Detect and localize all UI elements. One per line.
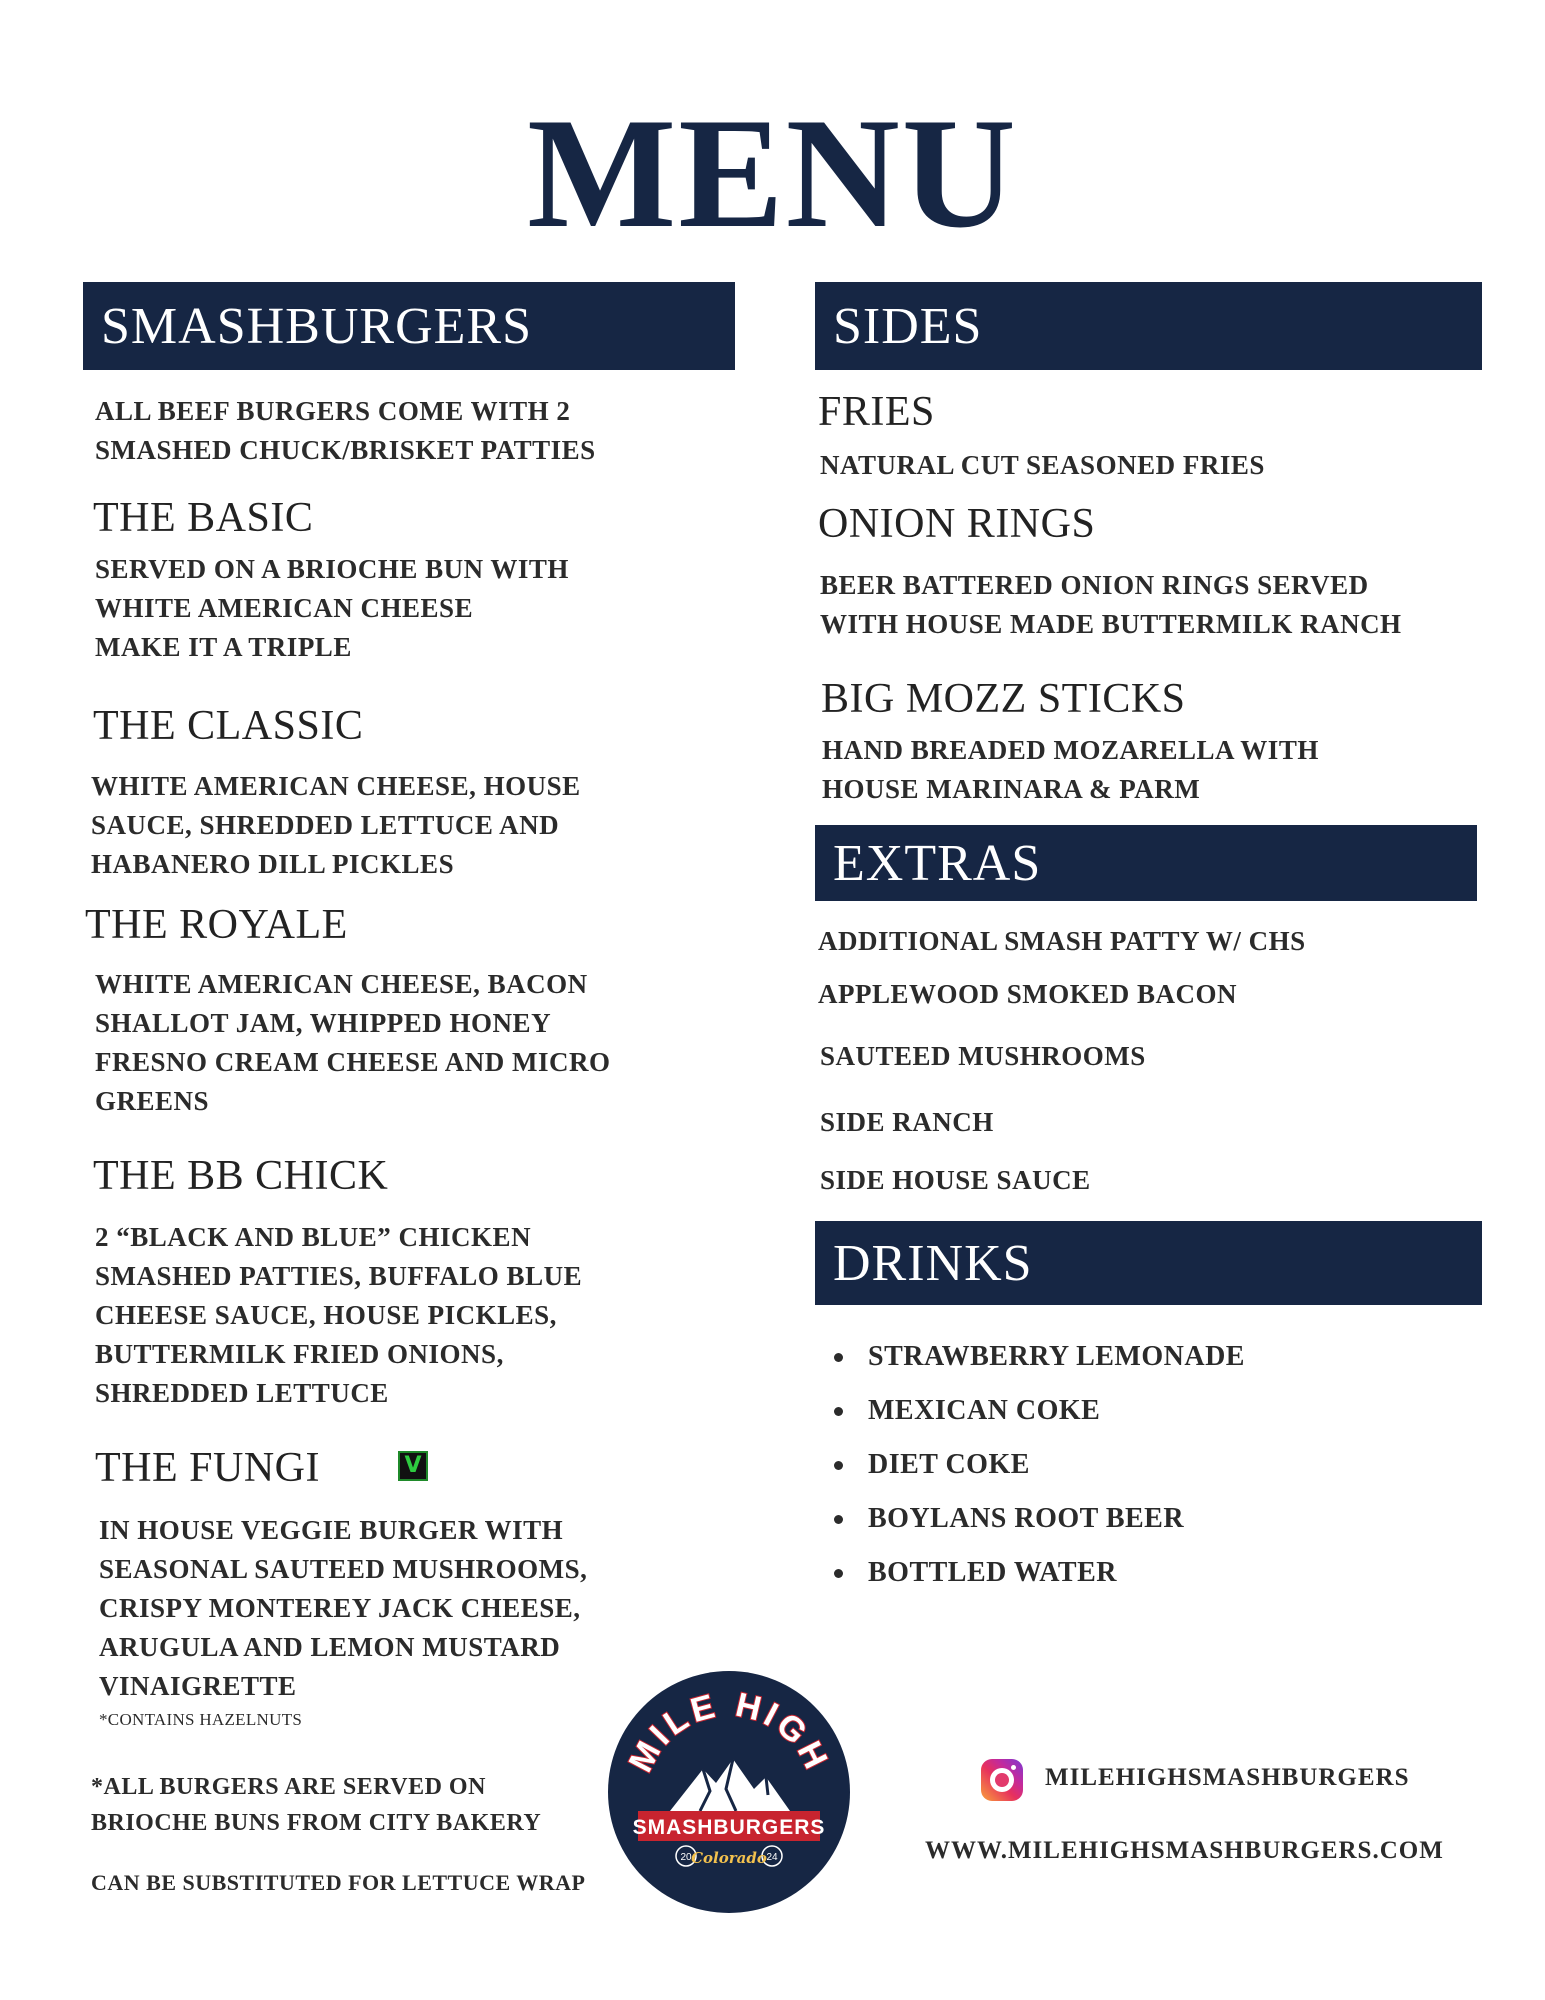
instagram-icon[interactable] <box>981 1759 1023 1801</box>
section-heading: DRINKS <box>833 1234 1033 1292</box>
desc-line: WHITE AMERICAN CHEESE <box>95 593 474 623</box>
menu-title: MENU <box>527 86 1018 261</box>
desc-line: SEASONAL SAUTEED MUSHROOMS, <box>99 1554 588 1584</box>
extra-item: ADDITIONAL SMASH PATTY W/ CHS <box>818 926 1306 956</box>
item-desc-onion-rings <box>820 566 1402 644</box>
lettuce-wrap-note: CAN BE SUBSTITUTED FOR LETTUCE WRAP <box>91 1870 586 1895</box>
desc-line: WHITE AMERICAN CHEESE, BACON <box>95 969 588 999</box>
item-desc-the-fungi <box>99 1511 587 1706</box>
instagram-dot <box>1011 1765 1016 1770</box>
desc-line: NATURAL CUT SEASONED FRIES <box>820 450 1265 480</box>
logo-year-left: 20 <box>680 1852 692 1863</box>
allergen-note: *CONTAINS HAZELNUTS <box>99 1710 303 1729</box>
item-name-the-classic: THE CLASSIC <box>93 703 364 749</box>
item-name-fries: FRIES <box>818 389 935 435</box>
item-name-the-royale: THE ROYALE <box>85 902 348 948</box>
section-header-sides <box>815 282 1482 370</box>
item-name-the-bb-chick: THE BB CHICK <box>93 1153 389 1199</box>
desc-line: SAUCE, SHREDDED LETTUCE AND <box>91 810 560 840</box>
bullet-icon <box>834 1461 843 1470</box>
item-desc-the-basic <box>95 550 569 667</box>
list-item <box>818 1546 1438 1600</box>
drink-name: BOYLANS ROOT BEER <box>868 1503 1185 1534</box>
vegetarian-icon: V <box>398 1451 428 1481</box>
extra-item: SAUTEED MUSHROOMS <box>820 1041 1146 1071</box>
section-heading: EXTRAS <box>833 834 1042 892</box>
section-heading: SIDES <box>833 297 983 355</box>
extra-item: APPLEWOOD SMOKED BACON <box>818 979 1238 1009</box>
bun-footnote <box>91 1769 541 1841</box>
desc-line: HOUSE MARINARA & PARM <box>822 774 1201 804</box>
list-item <box>818 1438 1438 1492</box>
website-link[interactable]: WWW.MILEHIGHSMASHBURGERS.COM <box>925 1837 1444 1864</box>
drink-name: BOTTLED WATER <box>868 1557 1117 1588</box>
drink-name: MEXICAN COKE <box>868 1395 1101 1426</box>
item-name-the-basic: THE BASIC <box>93 495 314 541</box>
item-desc-fries <box>820 446 1265 485</box>
intro-line: SMASHED CHUCK/BRISKET PATTIES <box>95 435 596 465</box>
logo-year-right: 24 <box>766 1852 778 1863</box>
item-desc-the-classic <box>91 767 581 884</box>
brand-logo <box>608 1671 850 1913</box>
list-item <box>818 1384 1438 1438</box>
desc-line: SHREDDED LETTUCE <box>95 1378 389 1408</box>
desc-line: SHALLOT JAM, WHIPPED HONEY <box>95 1008 552 1038</box>
logo-arc-text: MILE HIGH <box>621 1685 837 1779</box>
item-desc-the-royale <box>95 965 611 1121</box>
intro-line: ALL BEEF BURGERS COME WITH 2 <box>95 396 571 426</box>
section-header-extras <box>815 825 1477 901</box>
desc-line: HABANERO DILL PICKLES <box>91 849 455 879</box>
burger-intro <box>95 392 596 470</box>
desc-line: IN HOUSE VEGGIE BURGER WITH <box>99 1515 564 1545</box>
bullet-icon <box>834 1569 843 1578</box>
item-desc-the-bb-chick <box>95 1218 582 1413</box>
desc-line: WITH HOUSE MADE BUTTERMILK RANCH <box>820 609 1402 639</box>
desc-line: VINAIGRETTE <box>99 1671 297 1701</box>
desc-line: WHITE AMERICAN CHEESE, HOUSE <box>91 771 581 801</box>
logo-script-text: Colorado <box>691 1849 767 1867</box>
section-header-drinks <box>815 1221 1482 1305</box>
section-heading: SMASHBURGERS <box>101 297 533 355</box>
desc-line: ARUGULA AND LEMON MUSTARD <box>99 1632 561 1662</box>
desc-line: SMASHED PATTIES, BUFFALO BLUE <box>95 1261 583 1291</box>
item-desc-big-mozz-sticks <box>822 731 1319 809</box>
desc-line: FRESNO CREAM CHEESE AND MICRO <box>95 1047 611 1077</box>
desc-line: MAKE IT A TRIPLE <box>95 632 352 662</box>
item-name-big-mozz-sticks: BIG MOZZ STICKS <box>821 676 1186 722</box>
instagram-lens <box>990 1768 1014 1792</box>
footnote-line: *ALL BURGERS ARE SERVED ON <box>91 1774 486 1800</box>
drink-name: DIET COKE <box>868 1449 1030 1480</box>
extra-item: SIDE HOUSE SAUCE <box>820 1165 1091 1195</box>
desc-line: BUTTERMILK FRIED ONIONS, <box>95 1339 504 1369</box>
item-name-onion-rings: ONION RINGS <box>818 501 1096 547</box>
list-item <box>818 1492 1438 1546</box>
bullet-icon <box>834 1353 843 1362</box>
list-item <box>818 1330 1438 1384</box>
desc-line: 2 “BLACK AND BLUE” CHICKEN <box>95 1222 532 1252</box>
extra-item: SIDE RANCH <box>820 1107 994 1137</box>
drinks-list <box>818 1330 1438 1600</box>
desc-line: CHEESE SAUCE, HOUSE PICKLES, <box>95 1300 557 1330</box>
section-header-smashburgers <box>83 282 735 370</box>
drink-name: STRAWBERRY LEMONADE <box>868 1341 1245 1372</box>
desc-line: CRISPY MONTEREY JACK CHEESE, <box>99 1593 581 1623</box>
bullet-icon <box>834 1407 843 1416</box>
instagram-handle[interactable]: MILEHIGHSMASHBURGERS <box>1045 1764 1410 1791</box>
logo-brand-text: SMASHBURGERS <box>632 1816 826 1839</box>
desc-line: SERVED ON A BRIOCHE BUN WITH <box>95 554 569 584</box>
desc-line: HAND BREADED MOZARELLA WITH <box>822 735 1319 765</box>
bullet-icon <box>834 1515 843 1524</box>
desc-line: BEER BATTERED ONION RINGS SERVED <box>820 570 1369 600</box>
footnote-line: BRIOCHE BUNS FROM CITY BAKERY <box>91 1810 542 1836</box>
desc-line: GREENS <box>95 1086 210 1116</box>
item-name-the-fungi: THE FUNGI <box>95 1445 320 1491</box>
